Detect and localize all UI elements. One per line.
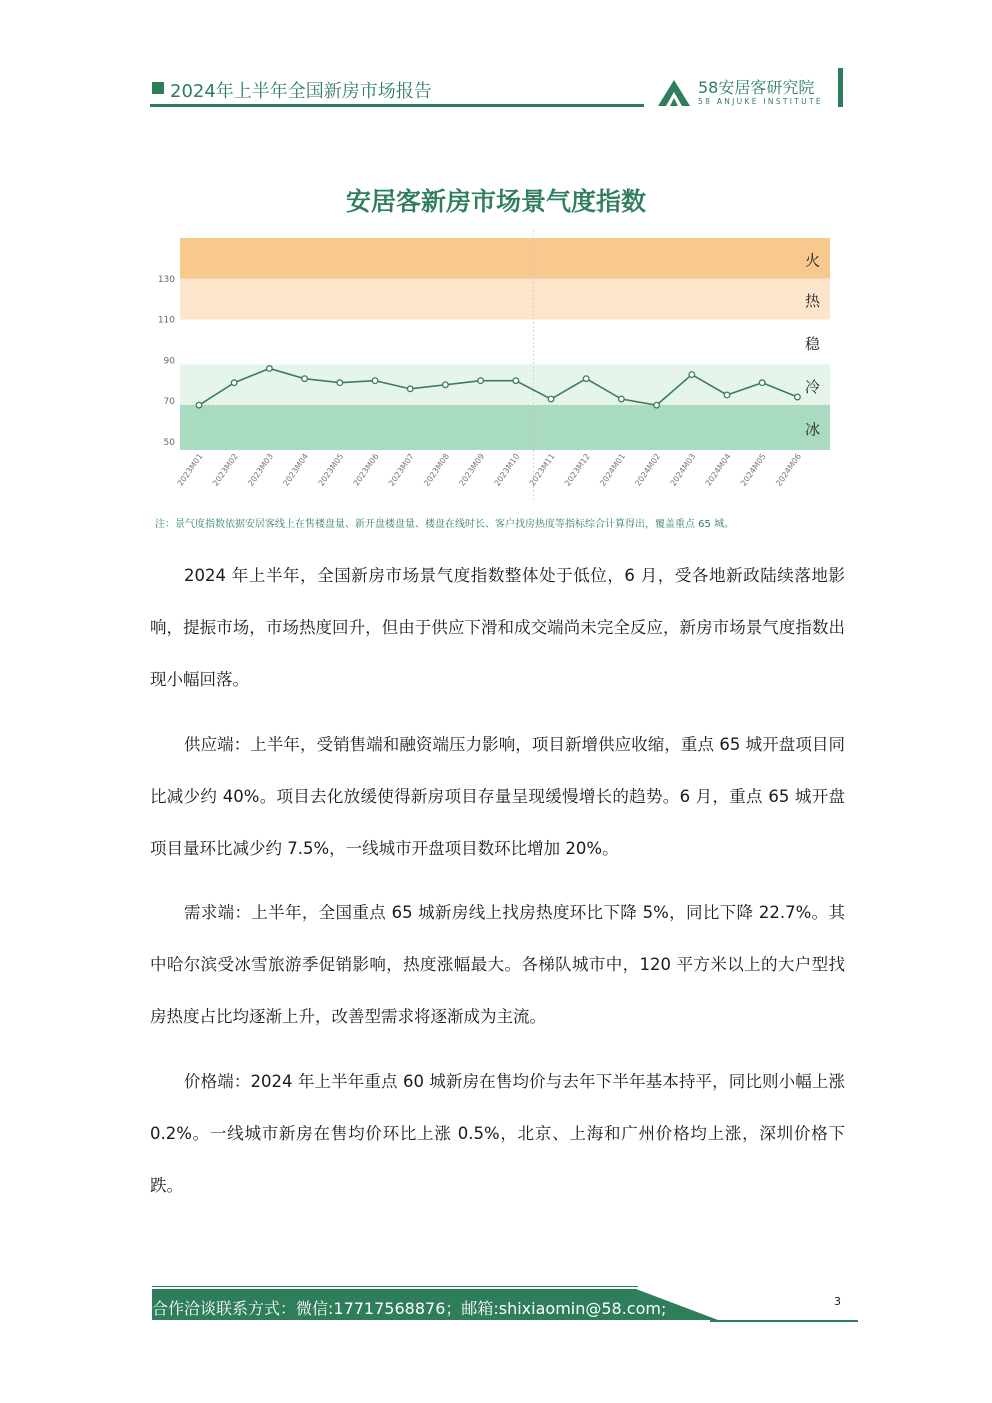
logo-mark-icon — [656, 76, 692, 108]
x-tick-label: 2023M07 — [386, 451, 416, 488]
x-tick-label: 2024M04 — [703, 451, 733, 488]
data-point — [724, 392, 730, 398]
data-point — [795, 394, 801, 400]
band-1 — [180, 279, 830, 320]
data-point — [407, 386, 413, 392]
chart-title: 安居客新房市场景气度指数 — [345, 187, 646, 216]
band-label-3: 冷 — [804, 377, 820, 396]
paragraph-price: 价格端：2024 年上半年重点 60 城新房在售均价与去年下半年基本持平，同比则小幅上涨 0.2%。一线城市新房在售均价环比上涨 0.5%，北京、上海和广州价格均上涨，深圳价格下跌。 — [150, 1072, 845, 1195]
data-point — [372, 378, 378, 384]
data-point — [654, 402, 660, 408]
data-point — [548, 396, 554, 402]
data-point — [302, 376, 308, 382]
data-point — [231, 380, 237, 386]
x-tick-label: 2023M06 — [351, 451, 381, 488]
x-tick-label: 2024M02 — [633, 451, 663, 488]
band-label-4: 冰 — [804, 420, 820, 439]
institute-logo — [656, 74, 836, 110]
data-point — [267, 366, 273, 372]
logo-subtitle: 58 ANJUKE INSTITUTE — [698, 97, 823, 106]
band-2 — [180, 320, 830, 365]
data-point — [689, 372, 695, 378]
footer-divider — [152, 1286, 638, 1287]
contact-info: 合作洽谈联系方式：微信:17717568876；邮箱:shixiaomin@58.com; — [152, 1299, 667, 1318]
x-tick-label: 2023M03 — [246, 451, 276, 488]
header-square-icon — [152, 82, 164, 94]
x-tick-label: 2024M03 — [668, 451, 698, 488]
band-4 — [180, 405, 830, 450]
x-tick-label: 2023M10 — [492, 451, 522, 488]
band-0 — [180, 238, 830, 279]
x-tick-label: 2023M01 — [175, 451, 205, 488]
y-tick-label: 110 — [157, 315, 175, 326]
header-underline — [150, 104, 644, 107]
paragraph-demand: 需求端：上半年，全国重点 65 城新房线上找房热度环比下降 5%，同比下降 22.7%。其中哈尔滨受冰雪旅游季促销影响，热度涨幅最大。各梯队城市中，120 平方米以上的大户型找房热度占比均逐渐上升，改善型需求将逐渐成为主流。 — [150, 903, 845, 1026]
x-tick-label: 2023M02 — [210, 451, 240, 488]
chart-footnote: 注：景气度指数依据安居客线上在售楼盘量、新开盘楼盘量、楼盘在线时长、客户找房热度等指标综合计算得出，覆盖重点 65 城。 — [155, 519, 735, 530]
report-title: 2024年上半年全国新房市场报告 — [170, 81, 432, 102]
x-tick-label: 2023M04 — [281, 451, 311, 488]
data-point — [759, 380, 765, 386]
data-point — [513, 378, 519, 384]
x-tick-label: 2023M11 — [527, 451, 557, 488]
paragraph-overview: 2024 年上半年，全国新房市场景气度指数整体处于低位，6 月，受各地新政陆续落地影响，提振市场，市场热度回升，但由于供应下滑和成交端尚未完全反应，新房市场景气度指数出现小幅回落。 — [150, 566, 845, 689]
data-point — [619, 396, 625, 402]
x-tick-label: 2024M01 — [598, 451, 628, 488]
x-tick-label: 2023M08 — [422, 451, 452, 488]
index-line-chart — [150, 228, 842, 510]
page-header — [150, 68, 850, 113]
data-point — [478, 378, 484, 384]
band-label-2: 稳 — [804, 334, 820, 353]
data-point — [443, 382, 449, 388]
page-number: 3 — [834, 1295, 841, 1308]
x-tick-label: 2023M05 — [316, 451, 346, 488]
data-point — [337, 380, 343, 386]
x-tick-label: 2024M05 — [738, 451, 768, 488]
x-tick-label: 2023M12 — [562, 451, 592, 488]
y-tick-label: 130 — [157, 274, 175, 285]
data-point — [196, 402, 202, 408]
header-accent-bar — [838, 68, 843, 107]
logo-name: 58安居客研究院 — [698, 78, 815, 97]
x-tick-label: 2023M09 — [457, 451, 487, 488]
x-tick-label: 2024M06 — [774, 451, 804, 488]
page-footer — [150, 1283, 860, 1323]
data-point — [583, 376, 589, 382]
y-tick-label: 70 — [163, 397, 175, 408]
footer-underline — [710, 1320, 858, 1322]
paragraph-supply: 供应端：上半年，受销售端和融资端压力影响，项目新增供应收缩，重点 65 城开盘项目同比减少约 40%。项目去化放缓使得新房项目存量呈现缓慢增长的趋势。6 月，重点 65 城开盘项目量环比减少约 7.5%，一线城市开盘项目数环比增加 20%。 — [150, 735, 845, 858]
y-tick-label: 50 — [163, 437, 175, 448]
band-label-1: 热 — [804, 292, 820, 311]
y-tick-label: 90 — [163, 356, 175, 367]
band-label-0: 火 — [804, 251, 820, 270]
